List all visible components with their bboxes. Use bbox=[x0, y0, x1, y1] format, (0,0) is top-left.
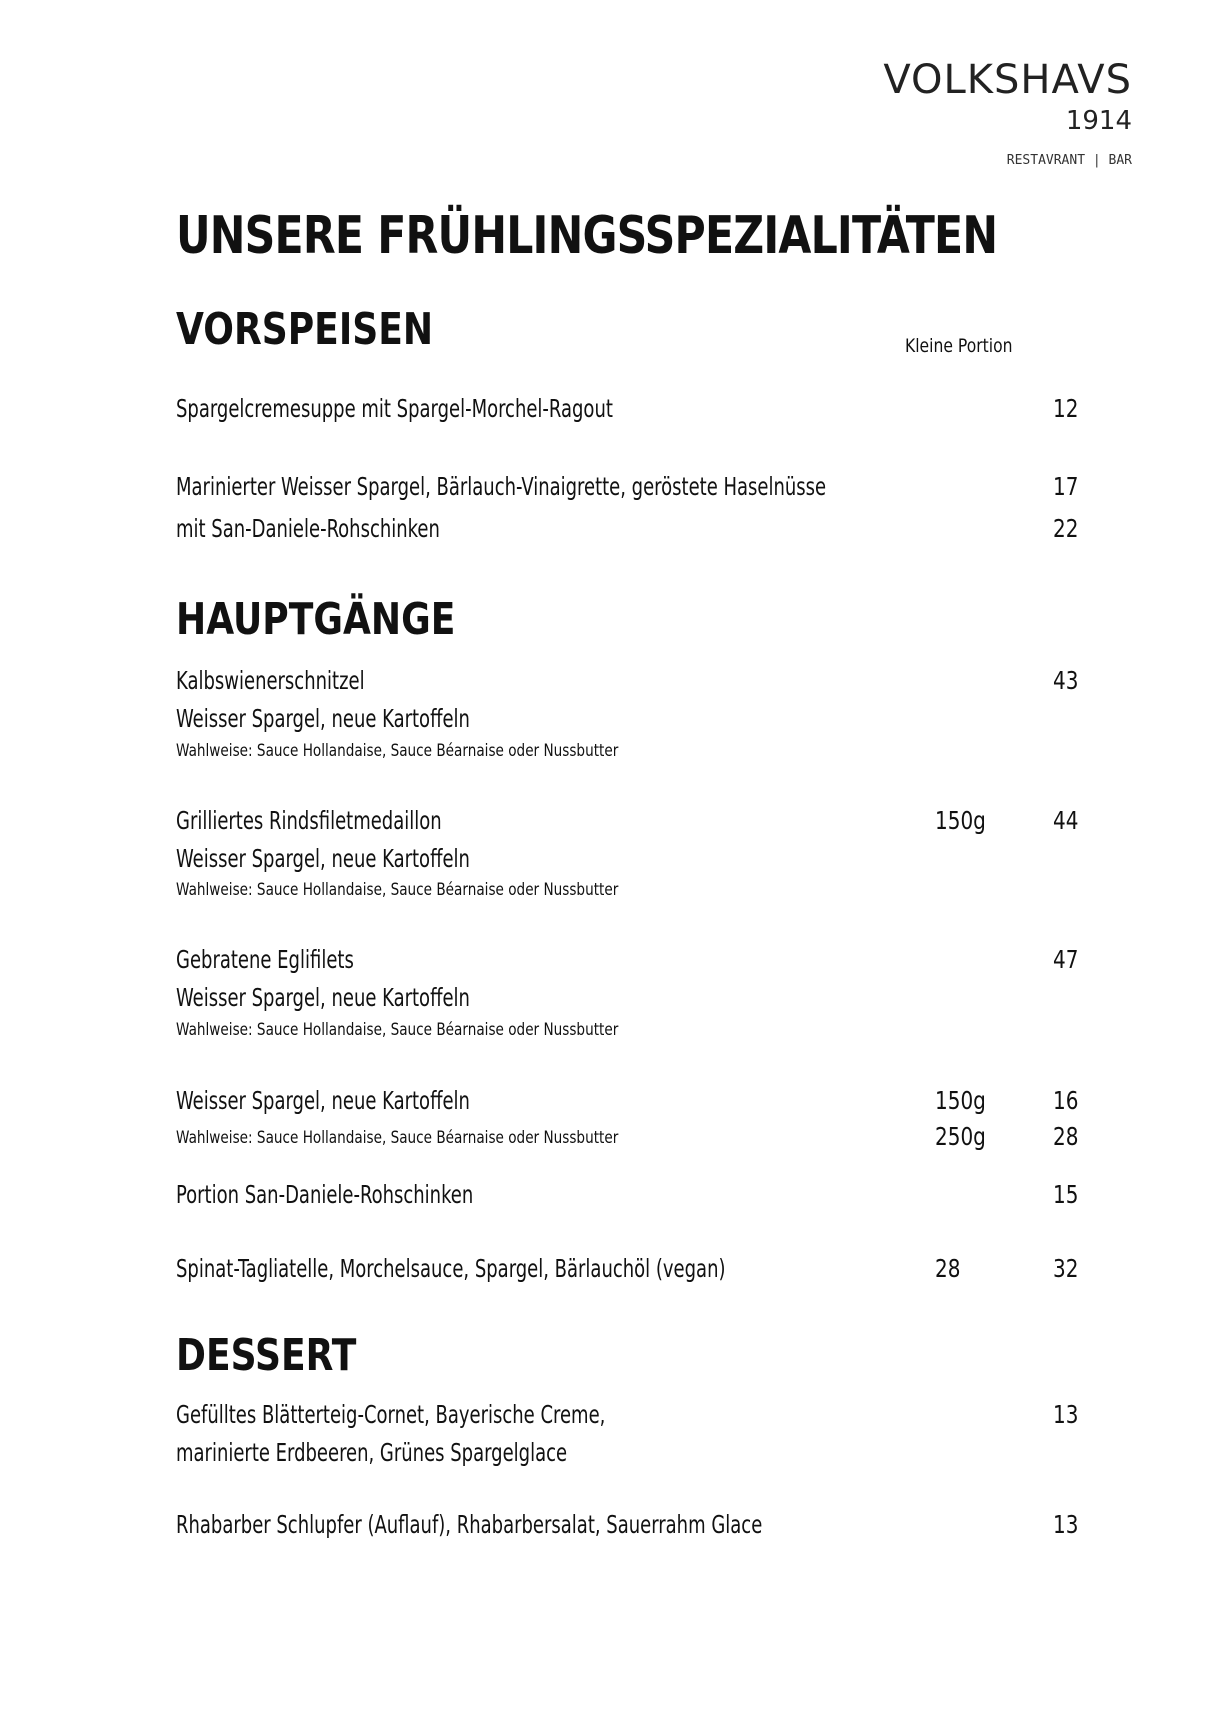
menu-item-price: 22 bbox=[1053, 514, 1079, 543]
menu-item-side: Weisser Spargel, neue Kartoffeln bbox=[176, 704, 470, 733]
menu-item-price: 16 bbox=[1053, 1086, 1079, 1115]
page-title: UNSERE FRÜHLINGSSPEZIALITÄTEN bbox=[176, 206, 998, 266]
menu-item-name: Kalbswienerschnitzel bbox=[176, 666, 365, 695]
menu-item-price: 12 bbox=[1053, 394, 1079, 423]
menu-item-name: marinierte Erdbeeren, Grünes Spargelglace bbox=[176, 1438, 568, 1467]
section-heading-hauptgaenge: HAUPTGÄNGE bbox=[176, 594, 456, 645]
menu-item-small-price: 28 bbox=[935, 1254, 961, 1283]
menu-item-price: 32 bbox=[1053, 1254, 1079, 1283]
menu-item-price: 17 bbox=[1053, 472, 1079, 501]
menu-item-name: Portion San-Daniele-Rohschinken bbox=[176, 1180, 474, 1209]
logo-name: VOLKSHAVS bbox=[883, 57, 1132, 103]
menu-item-name: Weisser Spargel, neue Kartoffeln bbox=[176, 1086, 470, 1115]
menu-item-qty: 150g bbox=[935, 1086, 986, 1115]
menu-item-name: Marinierter Weisser Spargel, Bärlauch-Vinaigrette, geröstete Haselnüsse bbox=[176, 472, 827, 501]
section-heading-dessert: DESSERT bbox=[176, 1330, 357, 1381]
column-label-small-portion: Kleine Portion bbox=[905, 335, 1013, 357]
menu-item-name: Grilliertes Rindsfiletmedaillon bbox=[176, 806, 442, 835]
menu-item-price: 15 bbox=[1053, 1180, 1079, 1209]
menu-item-qty: 250g bbox=[935, 1122, 986, 1151]
menu-item-qty: 150g bbox=[935, 806, 986, 835]
menu-item-price: 43 bbox=[1053, 666, 1079, 695]
menu-item-note: Wahlweise: Sauce Hollandaise, Sauce Béarnaise oder Nussbutter bbox=[176, 1020, 619, 1040]
menu-item-note: Wahlweise: Sauce Hollandaise, Sauce Béarnaise oder Nussbutter bbox=[176, 741, 619, 761]
menu-item-price: 13 bbox=[1053, 1400, 1079, 1429]
menu-item-name: Gefülltes Blätterteig-Cornet, Bayerische Creme, bbox=[176, 1400, 606, 1429]
menu-item-name: Spinat-Tagliatelle, Morchelsauce, Spargel, Bärlauchöl (vegan) bbox=[176, 1254, 726, 1283]
menu-item-price: 28 bbox=[1053, 1122, 1079, 1151]
menu-item-name: mit San-Daniele-Rohschinken bbox=[176, 514, 440, 543]
menu-item-name: Spargelcremesuppe mit Spargel-Morchel-Ragout bbox=[176, 394, 613, 423]
restaurant-logo bbox=[883, 57, 1132, 168]
menu-item-price: 47 bbox=[1053, 945, 1079, 974]
menu-item-side: Weisser Spargel, neue Kartoffeln bbox=[176, 983, 470, 1012]
menu-item-price: 44 bbox=[1053, 806, 1079, 835]
menu-item-note: Wahlweise: Sauce Hollandaise, Sauce Béarnaise oder Nussbutter bbox=[176, 880, 619, 900]
menu-item-name: Gebratene Eglifilets bbox=[176, 945, 354, 974]
section-heading-vorspeisen: VORSPEISEN bbox=[176, 304, 434, 355]
menu-item-name: Rhabarber Schlupfer (Auflauf), Rhabarbersalat, Sauerrahm Glace bbox=[176, 1510, 763, 1539]
logo-year: 1914 bbox=[1065, 106, 1132, 136]
logo-subtitle: RESTAVRANT | BAR bbox=[1006, 153, 1132, 168]
menu-item-note: Wahlweise: Sauce Hollandaise, Sauce Béarnaise oder Nussbutter bbox=[176, 1128, 619, 1148]
menu-item-side: Weisser Spargel, neue Kartoffeln bbox=[176, 844, 470, 873]
menu-item-price: 13 bbox=[1053, 1510, 1079, 1539]
